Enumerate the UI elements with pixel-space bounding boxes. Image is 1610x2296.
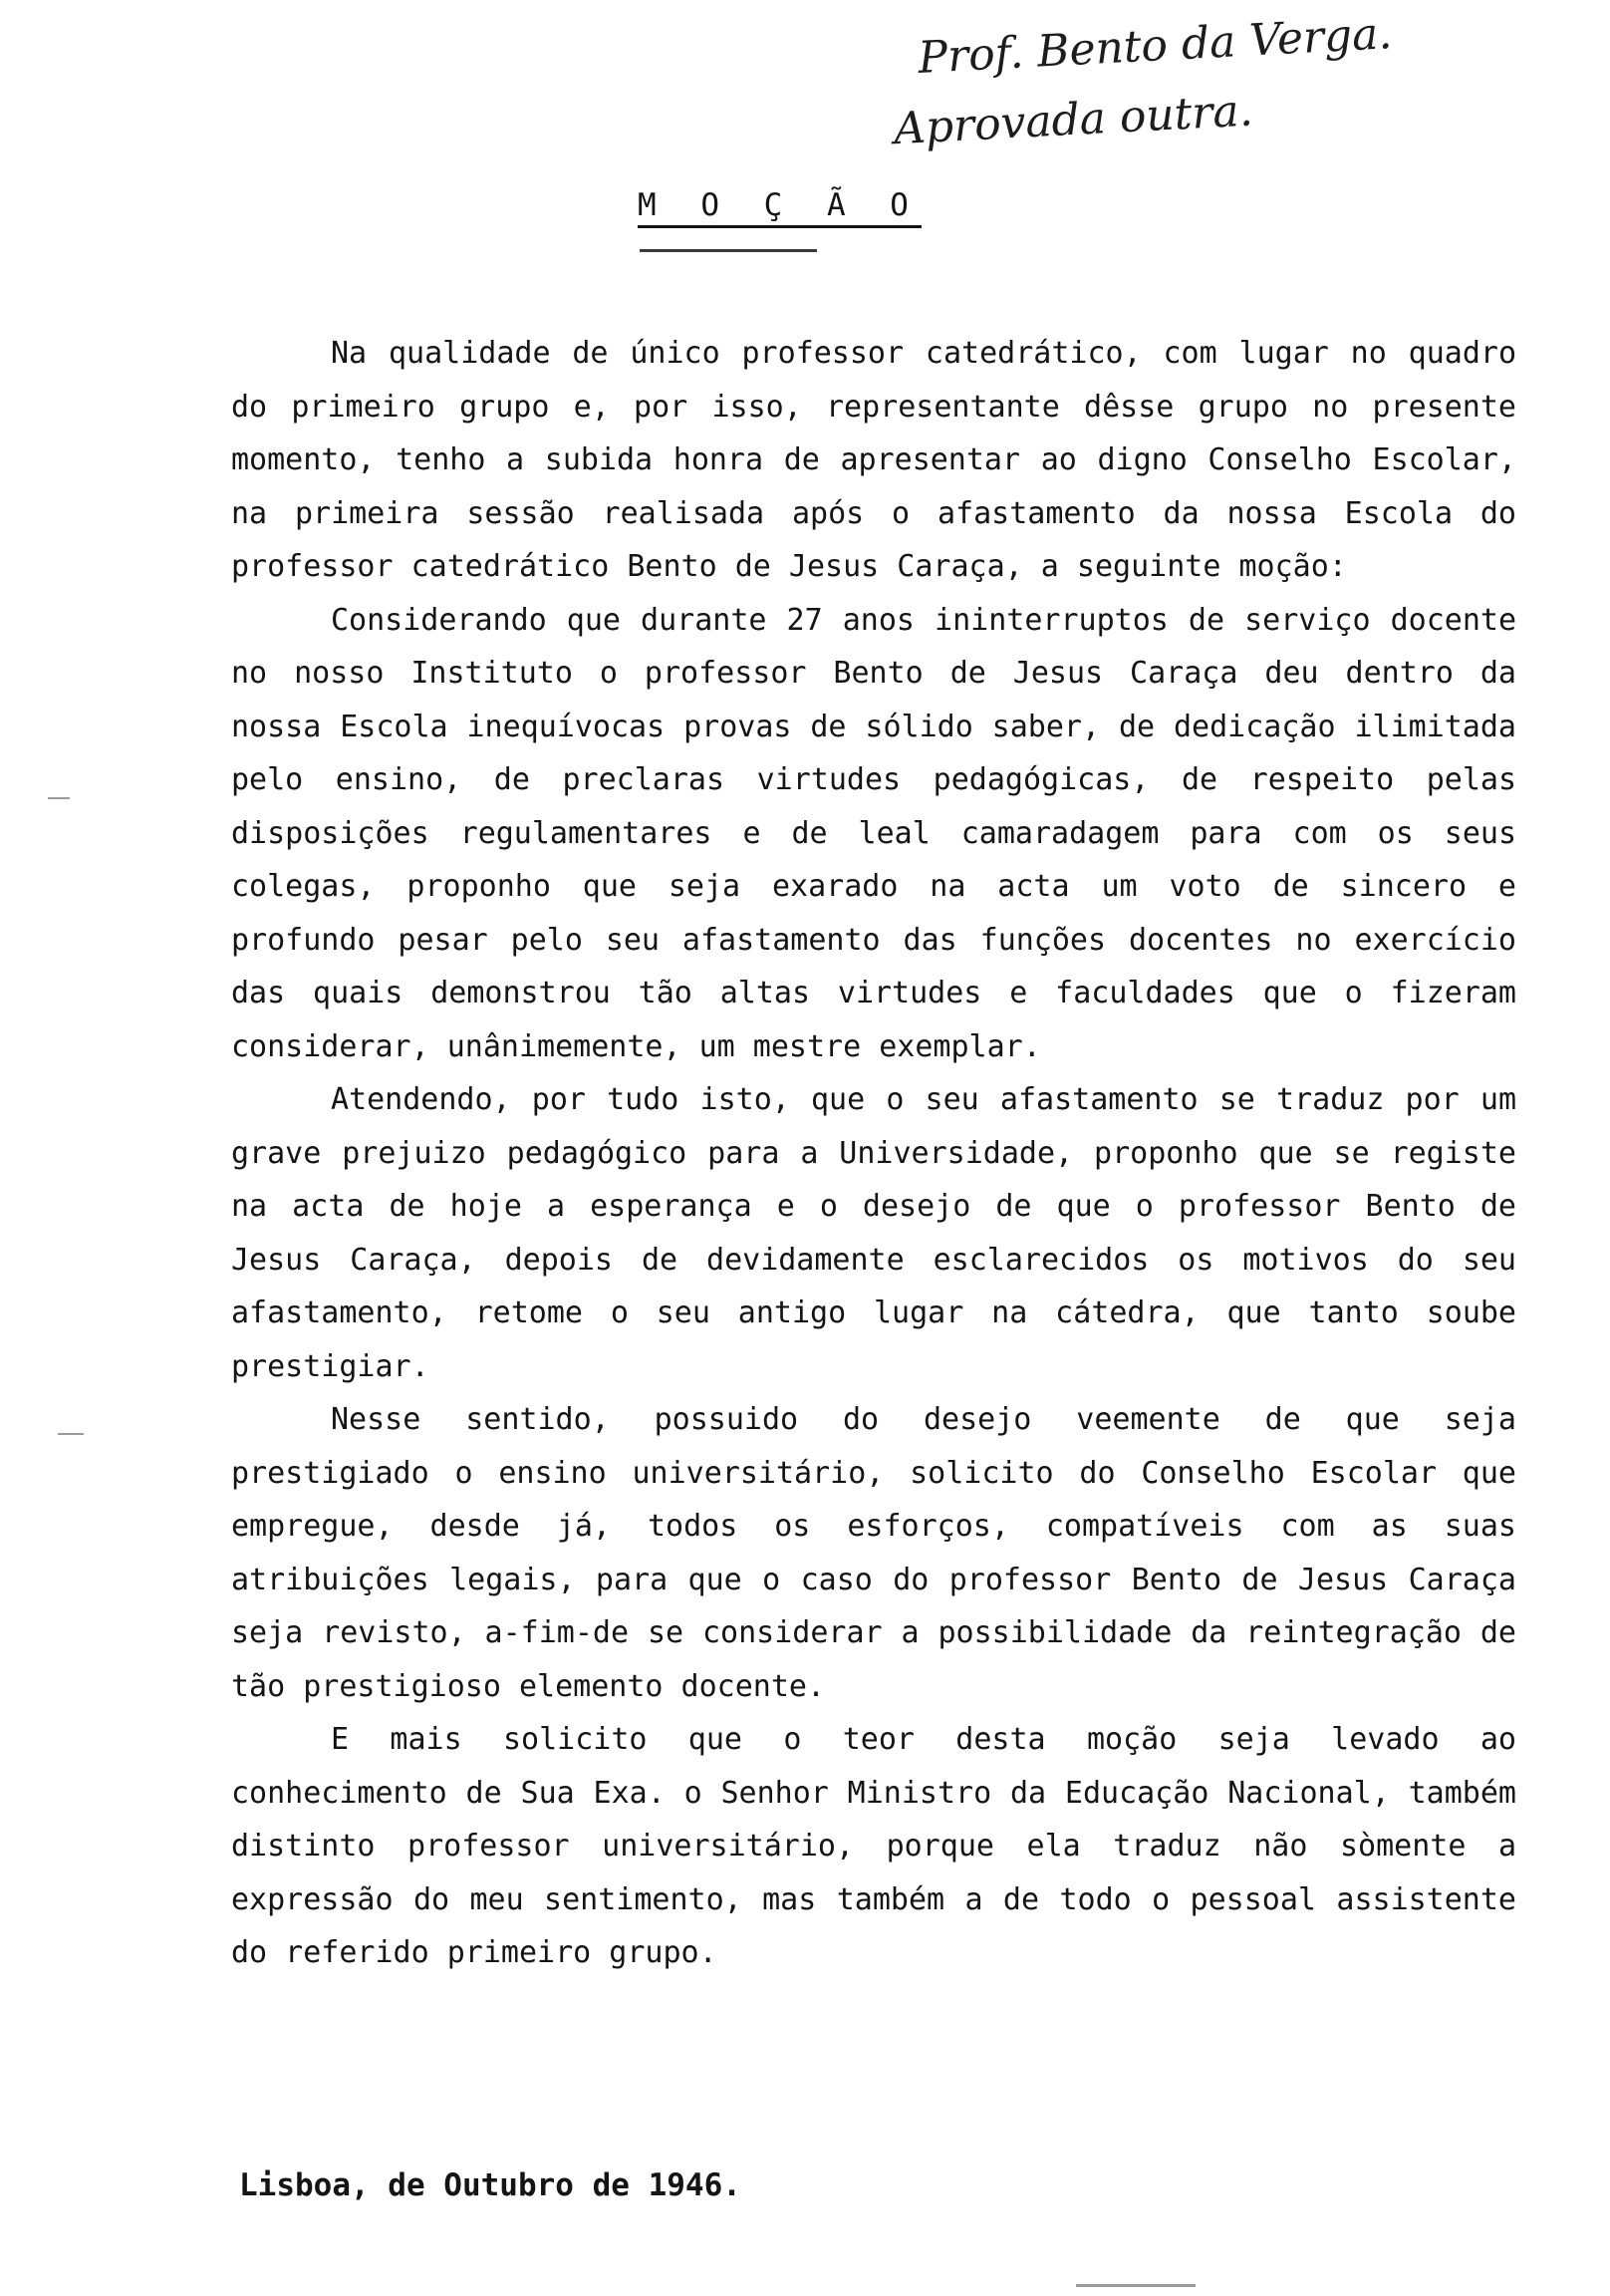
paragraph-attending: Atendendo, por tudo isto, que o seu afastamento se traduz por um grave prejuizo pedagógico para a Universidade, proponho que se registe na acta de hoje a esperança e o desejo de que o professor Bento de Jesus Caraça, depois de devidamente esclarecidos os motivos do seu afastamento, retome o seu antigo lugar na cátedra, que tanto soube prestigiar. bbox=[231, 1082, 1516, 1384]
title-underline bbox=[640, 249, 817, 252]
annotation-line-approval: Aprovada outra. bbox=[892, 85, 1254, 155]
annotation-line-professor: Prof. Bento da Verga. bbox=[917, 8, 1394, 84]
scan-mark-bottom bbox=[1076, 2284, 1196, 2287]
paragraph-request: Nesse sentido, possuido do desejo veemente de que seja prestigiado o ensino universitário, solicito do Conselho Escolar que empregue, desde já, todos os esforços, compatíveis com as suas atribuições legais, para que o caso do professor Bento de Jesus Caraça seja revisto, a-fim-de se considerar a possibilidade da reintegração de tão prestigioso elemento docente. bbox=[231, 1402, 1516, 1704]
paragraph-introduction: Na qualidade de único professor catedrático, com lugar no quadro do primeiro grupo e, por isso, representante dêsse grupo no presente momento, tenho a subida honra de apresentar ao digno Conselho Escolar, na primeira sessão realisada após o afastamento da nossa Escola do professor catedrático Bento de Jesus Caraça, a seguinte moção: bbox=[231, 336, 1516, 584]
document-title: M O Ç Ã O bbox=[638, 187, 922, 223]
document-body bbox=[231, 327, 1516, 1980]
paragraph-considering: Considerando que durante 27 anos ininterruptos de serviço docente no nosso Instituto o professor Bento de Jesus Caraça deu dentro da nossa Escola inequívocas provas de sólido saber, de dedicação ilimitada pelo ensino, de preclaras virtudes pedagógicas, de respeito pelas disposições regulamentares e de leal camaradagem para com os seus colegas, proponho que seja exarado na acta um voto de sincero e profundo pesar pelo seu afastamento das funções docentes no exercício das quais demonstrou tão altas virtudes e faculdades que o fizeram considerar, unânimemente, um mestre exemplar. bbox=[231, 602, 1516, 1064]
handwritten-annotation bbox=[892, 0, 1560, 157]
paragraph-minister: E mais solicito que o teor desta moção seja levado ao conhecimento de Sua Exa. o Senhor Ministro da Educação Nacional, também distinto professor universitário, porque ela traduz não sòmente a expressão do meu sentimento, mas também a de todo o pessoal assistente do referido primeiro grupo. bbox=[231, 1722, 1516, 1970]
place-date-signoff: Lisboa, de Outubro de 1946. bbox=[239, 2167, 741, 2203]
scan-mark-left bbox=[48, 797, 70, 799]
scan-mark-left-lower bbox=[58, 1433, 84, 1435]
